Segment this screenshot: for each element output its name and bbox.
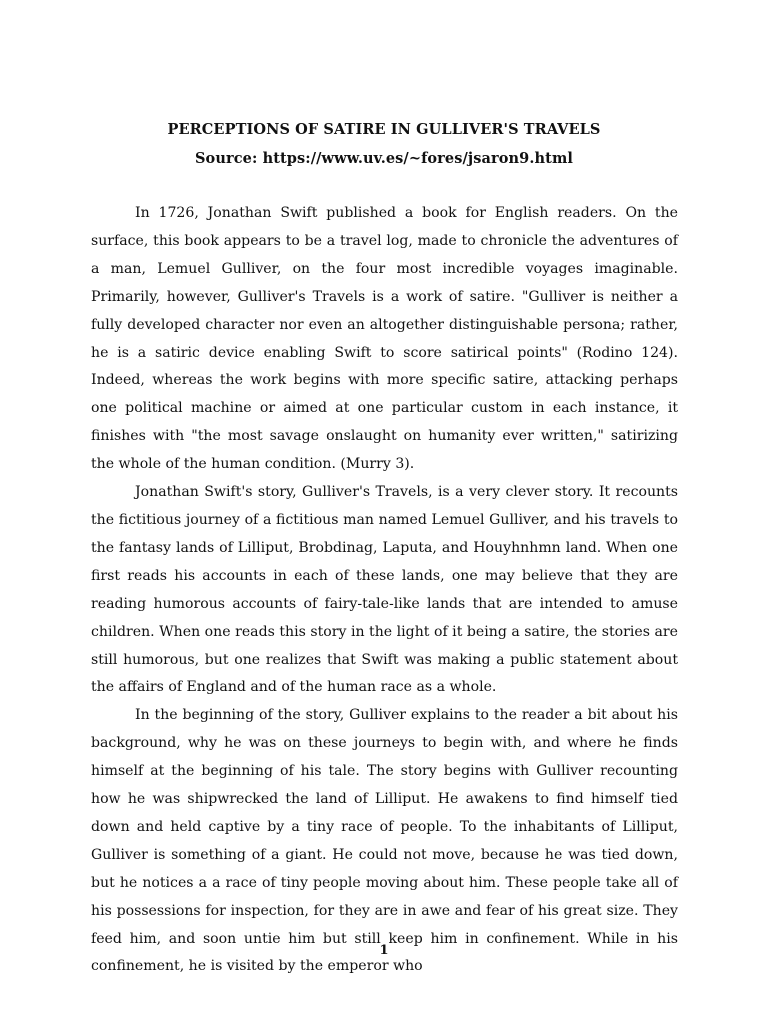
paragraph: In the beginning of the story, Gulliver explains to the reader a bit about his background, why he was on these journeys to begin with, and where he finds himself at the beginning of his tale. The story begins with Gulliver recounting how he was shipwrecked the land of Lilliput. He awakens to find himself tied down and held captive by a tiny race of people. To the inhabitants of Lilliput, Gulliver is something of a giant. He could not move, because he was tied down, but he notices a a race of tiny people moving about him. These people take all of his possessions for inspection, for they are in awe and fear of his great size. They feed him, and soon untie him but still keep him in confinement. While in his confinement, he is visited by the emperor who	[91, 707, 678, 975]
source-line: Source: https://www.uv.es/~fores/jsaron9.html	[194, 150, 573, 167]
paragraph: In 1726, Jonathan Swift published a book for English readers. On the surface, this book appears to be a travel log, made to chronicle the adventures of a man, Lemuel Gulliver, on the four most incredible voyages imaginable. Primarily, however, Gulliver's Travels is a work of satire. "Gulliver is neither a fully developed character nor even an altogether distinguishable persona; rather, he is a satiric device enabling Swift to score satirical points" (Rodino 124). Indeed, whereas the work begins with more specific satire, attacking perhaps one political machine or aimed at one particular custom in each instance, it finishes with "the most savage onslaught on humanity ever written," satirizing the whole of the human condition. (Murry 3).	[91, 205, 678, 473]
document-title: PERCEPTIONS OF SATIRE IN GULLIVER'S TRAVELS	[167, 121, 601, 138]
paragraph: Jonathan Swift's story, Gulliver's Travels, is a very clever story. It recounts the fictitious journey of a fictitious man named Lemuel Gulliver, and his travels to the fantasy lands of Lilliput, Brobdinag, Laputa, and Houyhnhmn land. When one first reads his accounts in each of these lands, one may believe that they are reading humorous accounts of fairy-tale-like lands that are intended to amuse children. When one reads this story in the light of it being a satire, the stories are still humorous, but one realizes that Swift was making a public statement about the affairs of England and of the human race as a whole.	[91, 484, 678, 696]
document-body	[91, 200, 678, 981]
page-number: 1	[379, 943, 389, 958]
